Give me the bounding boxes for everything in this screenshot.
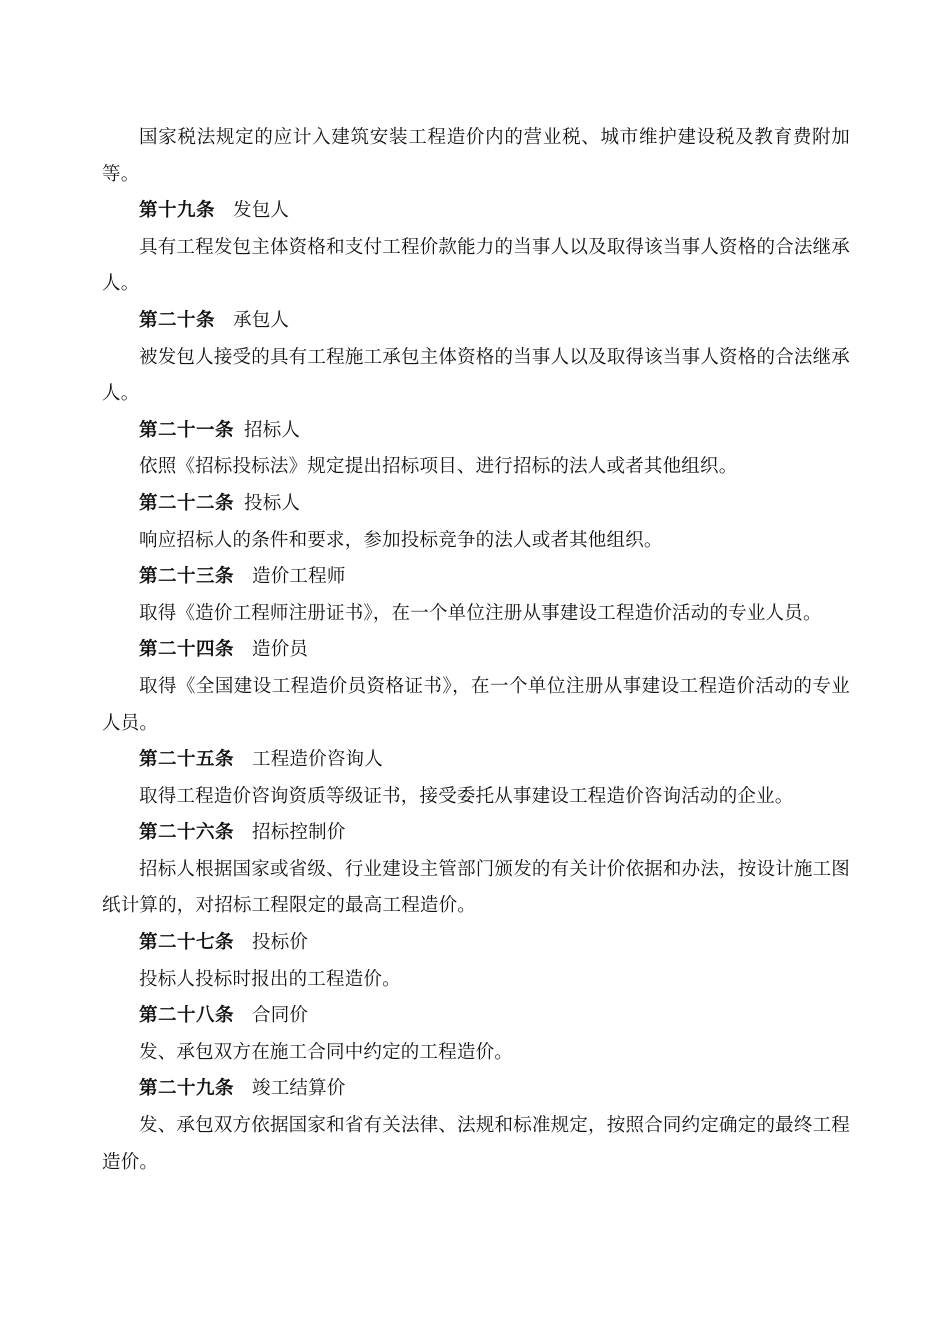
article-definition: 取得《造价工程师注册证书》，在一个单位注册从事建设工程造价活动的专业人员。 <box>139 602 822 624</box>
article-19 <box>102 193 850 303</box>
article-number: 第二十三条 <box>139 566 235 588</box>
article-number: 第二十条 <box>139 309 216 331</box>
article-definition: 响应招标人的条件和要求，参加投标竞争的法人或者其他组织。 <box>139 529 663 551</box>
article-term: 造价工程师 <box>252 566 346 588</box>
article-definition: 发、承包双方依据国家和省有关法律、法规和标准规定，按照合同约定确定的最终工程造价。 <box>102 1115 850 1173</box>
article-term: 发包人 <box>233 200 290 222</box>
article-term: 投标人 <box>244 492 301 514</box>
article-22 <box>102 486 850 559</box>
article-term: 竣工结算价 <box>252 1078 346 1100</box>
article-number: 第十九条 <box>139 200 216 222</box>
article-heading <box>102 998 850 1035</box>
article-28 <box>102 998 850 1071</box>
article-term: 造价员 <box>252 639 309 661</box>
article-number: 第二十五条 <box>139 749 235 771</box>
article-number: 第二十七条 <box>139 932 235 954</box>
article-definition: 发、承包双方在施工合同中约定的工程造价。 <box>139 1041 514 1063</box>
article-heading <box>102 632 850 669</box>
article-26 <box>102 815 850 925</box>
article-21 <box>102 413 850 486</box>
article-term: 工程造价咨询人 <box>252 749 383 771</box>
article-definition: 招标人根据国家或省级、行业建设主管部门颁发的有关计价依据和办法，按设计施工图纸计算的，对招标工程限定的最高工程造价。 <box>102 858 850 917</box>
article-24 <box>102 632 850 742</box>
article-term: 投标价 <box>252 932 309 954</box>
article-heading <box>102 303 850 340</box>
article-term: 承包人 <box>233 309 290 331</box>
article-25 <box>102 742 850 815</box>
article-definition: 被发包人接受的具有工程施工承包主体资格的当事人以及取得该当事人资格的合法继承人。 <box>102 346 850 405</box>
article-heading <box>102 1071 850 1108</box>
article-number: 第二十九条 <box>139 1078 235 1100</box>
article-number: 第二十八条 <box>139 1005 235 1027</box>
article-20 <box>102 303 850 413</box>
article-heading <box>102 486 850 523</box>
article-number: 第二十六条 <box>139 822 235 844</box>
article-definition: 投标人投标时报出的工程造价。 <box>139 968 401 990</box>
article-term: 招标控制价 <box>252 822 346 844</box>
article-heading <box>102 413 850 450</box>
article-heading <box>102 193 850 230</box>
article-number: 第二十二条 <box>139 492 235 514</box>
article-27 <box>102 925 850 998</box>
article-heading <box>102 742 850 779</box>
article-23 <box>102 559 850 632</box>
article-definition: 取得《全国建设工程造价员资格证书》，在一个单位注册从事建设工程造价活动的专业人员。 <box>102 675 850 734</box>
article-heading <box>102 559 850 596</box>
article-number: 第二十四条 <box>139 639 235 661</box>
article-heading <box>102 815 850 852</box>
article-heading <box>102 925 850 962</box>
article-definition: 取得工程造价咨询资质等级证书，接受委托从事建设工程造价咨询活动的企业。 <box>139 785 794 807</box>
article-number: 第二十一条 <box>139 419 235 441</box>
article-definition: 具有工程发包主体资格和支付工程价款能力的当事人以及取得该当事人资格的合法继承人。 <box>102 236 850 295</box>
article-term: 合同价 <box>252 1005 309 1027</box>
article-definition: 依照《招标投标法》规定提出招标项目、进行招标的法人或者其他组织。 <box>139 456 738 478</box>
article-29 <box>102 1071 850 1181</box>
intro-paragraph: 国家税法规定的应计入建筑安装工程造价内的营业税、城市维护建设税及教育费附加等。 <box>102 127 850 185</box>
document-body <box>102 120 850 1181</box>
article-term: 招标人 <box>244 419 301 441</box>
